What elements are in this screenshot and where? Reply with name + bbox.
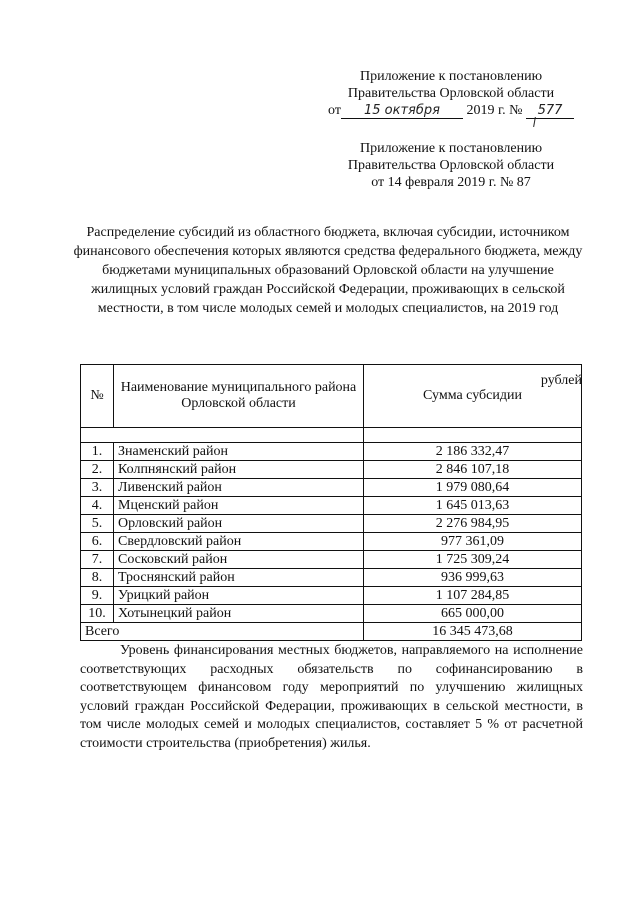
table-row xyxy=(81,569,582,587)
row-subsidy-sum: 2 276 984,95 xyxy=(364,515,582,533)
date-prefix: от xyxy=(328,103,341,118)
row-district-name: Орловский район xyxy=(114,515,364,533)
table-row xyxy=(81,515,582,533)
subsidy-table xyxy=(80,364,582,641)
row-number: 9. xyxy=(81,587,114,605)
row-district-name: Знаменский район xyxy=(114,443,364,461)
appendix-header-line2: Правительства Орловской области xyxy=(347,86,555,101)
table-row xyxy=(81,461,582,479)
table-row xyxy=(81,443,582,461)
document-title: Распределение субсидий из областного бюджета, включая субсидии, источником финансового обеспечения которых являются средства федерального бюджета, между бюджетами муниципальных образований Орловской области на улучшение жилищных условий граждан Российской Федерации, проживающих в сельской местности, в том числе молодых семей и молодых специалистов, на 2019 год xyxy=(73,225,583,316)
row-subsidy-sum: 665 000,00 xyxy=(364,605,582,623)
row-number: 7. xyxy=(81,551,114,569)
row-subsidy-sum: 977 361,09 xyxy=(364,533,582,551)
date-year-text: 2019 г. № xyxy=(466,103,523,118)
financing-paragraph-text: Уровень финансирования местных бюджетов, направляемого на исполнение соответствующих расходных обязательств по софинансированию в соответствующем финансовом году мероприятий по улучшению жилищных условий граждан Российской Федерации, проживающих в сельской местности, в том числе молодых семей и молодых специалистов, составляет 5 % от расчетной стоимости строительства (приобретения) жилья. xyxy=(80,643,583,751)
table-row xyxy=(81,605,582,623)
original-header-line2: Правительства Орловской области xyxy=(347,158,555,173)
row-subsidy-sum: 1 107 284,85 xyxy=(364,587,582,605)
row-subsidy-sum: 2 846 107,18 xyxy=(364,461,582,479)
table-row xyxy=(81,551,582,569)
row-number: 10. xyxy=(81,605,114,623)
appendix-header-line1: Приложение к постановлению xyxy=(359,69,543,84)
row-district-name: Хотынецкий район xyxy=(114,605,364,623)
column-header-sum: Сумма субсидии xyxy=(364,365,582,428)
column-header-num: № xyxy=(81,365,114,428)
table-row xyxy=(81,479,582,497)
table-body xyxy=(81,428,582,623)
row-subsidy-sum: 936 999,63 xyxy=(364,569,582,587)
row-number: 1. xyxy=(81,443,114,461)
table-row xyxy=(81,533,582,551)
row-subsidy-sum: 1 645 013,63 xyxy=(364,497,582,515)
original-header-line1: Приложение к постановлению xyxy=(359,141,543,156)
row-district-name: Троснянский район xyxy=(114,569,364,587)
table-row xyxy=(81,587,582,605)
units-label: рублей xyxy=(540,373,582,388)
handwritten-number: 577 xyxy=(526,104,574,119)
table-spacer-row xyxy=(81,428,582,443)
table-row xyxy=(81,497,582,515)
table-header-row xyxy=(81,365,582,428)
row-number: 3. xyxy=(81,479,114,497)
original-header-line3: от 14 февраля 2019 г. № 87 xyxy=(371,175,531,190)
row-subsidy-sum: 2 186 332,47 xyxy=(364,443,582,461)
row-district-name: Урицкий район xyxy=(114,587,364,605)
handwritten-date: 15 октября xyxy=(341,104,463,119)
appendix-header-current xyxy=(320,68,582,119)
row-subsidy-sum: 1 979 080,64 xyxy=(364,479,582,497)
financing-paragraph xyxy=(80,642,583,753)
row-number: 8. xyxy=(81,569,114,587)
table-total-row xyxy=(81,623,582,641)
row-number: 4. xyxy=(81,497,114,515)
row-subsidy-sum: 1 725 309,24 xyxy=(364,551,582,569)
row-number: 6. xyxy=(81,533,114,551)
row-district-name: Сосковский район xyxy=(114,551,364,569)
column-header-name: Наименование муниципального района Орловской области xyxy=(114,365,364,428)
row-number: 2. xyxy=(81,461,114,479)
appendix-date-line xyxy=(320,102,582,119)
pen-stroke-mark xyxy=(533,117,536,127)
row-district-name: Мценский район xyxy=(114,497,364,515)
appendix-header-original xyxy=(320,140,582,191)
row-district-name: Свердловский район xyxy=(114,533,364,551)
row-district-name: Колпнянский район xyxy=(114,461,364,479)
row-number: 5. xyxy=(81,515,114,533)
total-sum: 16 345 473,68 xyxy=(364,623,582,641)
row-district-name: Ливенский район xyxy=(114,479,364,497)
total-label: Всего xyxy=(81,623,364,641)
